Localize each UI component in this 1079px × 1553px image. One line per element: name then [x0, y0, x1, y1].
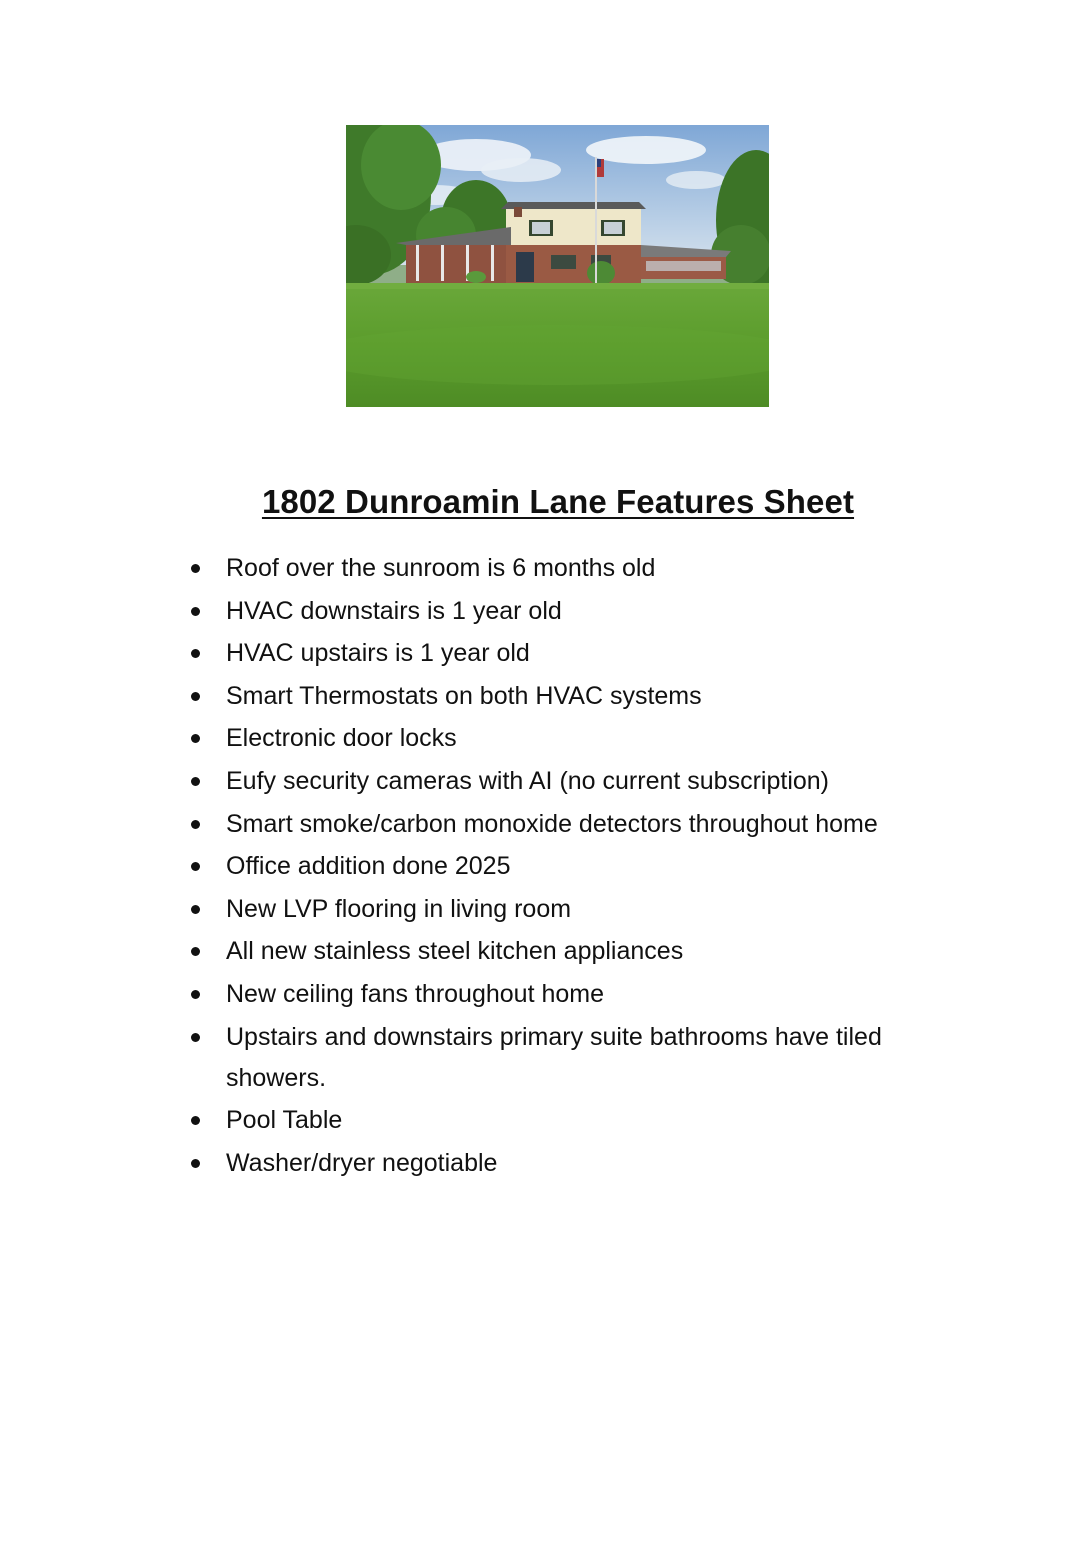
list-item [0, 761, 1079, 802]
list-item [0, 804, 1079, 845]
feature-text: Upstairs and downstairs primary suite bathrooms have tiled showers. [226, 1022, 882, 1092]
list-item [0, 676, 1079, 717]
bullet-icon [191, 1033, 200, 1042]
bullet-icon [191, 734, 200, 743]
page-title: 1802 Dunroamin Lane Features Sheet [261, 483, 855, 520]
bullet-icon [191, 947, 200, 956]
feature-text: HVAC upstairs is 1 year old [226, 639, 530, 668]
list-item [0, 931, 1079, 972]
list-item [0, 633, 1079, 674]
list-item [0, 718, 1079, 759]
feature-text: New ceiling fans throughout home [226, 979, 605, 1008]
feature-text: Roof over the sunroom is 6 months old [226, 554, 656, 582]
feature-text: Eufy security cameras with AI (no current subscription) [226, 766, 830, 795]
bullet-icon [191, 1159, 200, 1168]
features-list [0, 548, 1079, 1185]
list-item [0, 846, 1079, 887]
list-item [0, 1100, 1079, 1141]
feature-text: HVAC downstairs is 1 year old [226, 596, 562, 625]
bullet-icon [191, 905, 200, 914]
list-item [0, 548, 1079, 589]
feature-text: Smart smoke/carbon monoxide detectors throughout home [226, 809, 878, 838]
feature-text: Washer/dryer negotiable [226, 1148, 498, 1177]
feature-text: Smart Thermostats on both HVAC systems [226, 681, 702, 710]
feature-text: Pool Table [226, 1106, 343, 1135]
feature-text: Office addition done 2025 [226, 852, 511, 881]
bullet-icon [191, 564, 200, 573]
bullet-icon [191, 1116, 200, 1125]
feature-text: Electronic door locks [226, 724, 457, 753]
house-photo [346, 125, 769, 407]
list-item [0, 1017, 1079, 1099]
feature-text: New LVP flooring in living room [226, 894, 572, 923]
list-item [0, 591, 1079, 632]
bullet-icon [191, 649, 200, 658]
bullet-icon [191, 990, 200, 999]
bullet-icon [191, 607, 200, 616]
list-item [0, 974, 1079, 1015]
list-item [0, 889, 1079, 930]
bullet-icon [191, 777, 200, 786]
bullet-icon [191, 692, 200, 701]
bullet-icon [191, 820, 200, 829]
list-item [0, 1143, 1079, 1184]
bullet-icon [191, 862, 200, 871]
feature-text: All new stainless steel kitchen appliances [226, 937, 684, 966]
